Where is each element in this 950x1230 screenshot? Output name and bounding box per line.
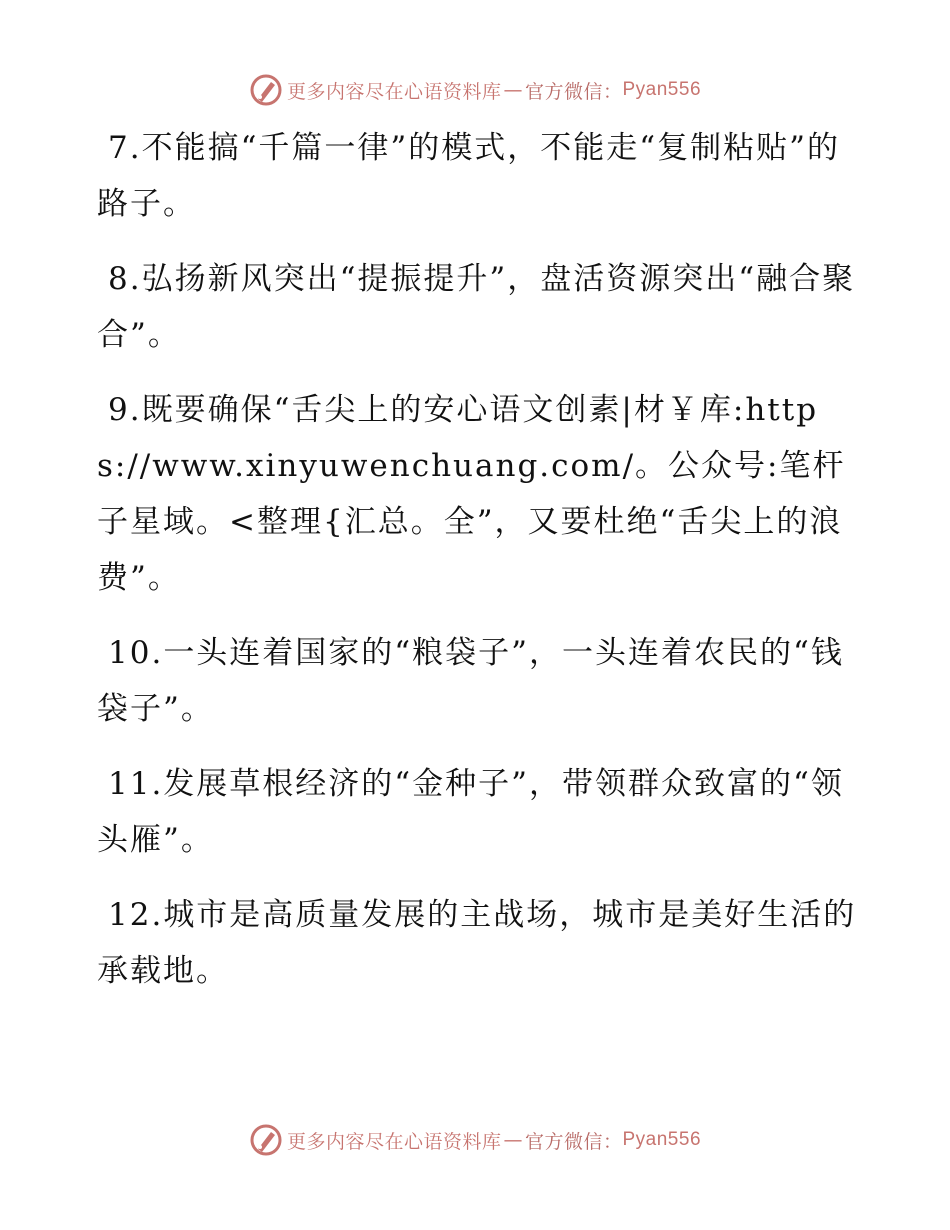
item-text: 城市是高质量发展的主战场，城市是美好生活的承载地。 — [97, 897, 857, 989]
item-text: 不能搞“千篇一律”的模式，不能走“复制粘贴”的路子。 — [97, 130, 840, 222]
document-body — [97, 120, 857, 1018]
item-text: 一头连着国家的“粮袋子”，一头连着农民的“钱袋子”。 — [97, 635, 844, 727]
list-item — [97, 120, 857, 232]
list-item — [97, 756, 857, 868]
item-text: 发展草根经济的“金种子”，带领群众致富的“领头雁”。 — [97, 766, 844, 858]
item-number: 8. — [108, 261, 142, 297]
item-number: 9. — [108, 392, 142, 428]
item-text: 弘扬新风突出“提振提升”，盘活资源突出“融合聚合”。 — [97, 261, 856, 353]
item-number: 12. — [108, 897, 164, 933]
item-text: 既要确保“舌尖上的安心语文创素|材￥库:https://www.xinyuwenchuang.com/。公众号:笔杆子星域。<整理{汇总。全”，又要杜绝“舌尖上的浪费”。 — [97, 392, 846, 596]
pen-circle-icon — [249, 73, 283, 107]
watermark-sub-text: 官方微信： — [524, 1130, 623, 1153]
watermark-handle: Pyan556 — [622, 1129, 702, 1150]
header-watermark — [0, 70, 950, 110]
list-item — [97, 382, 857, 606]
list-item — [97, 625, 857, 737]
watermark-dash: — — [503, 1129, 523, 1151]
item-number: 10. — [108, 635, 164, 671]
footer-watermark — [0, 1120, 950, 1160]
list-item — [97, 251, 857, 363]
watermark-sub-text: 官方微信： — [524, 80, 623, 103]
item-number: 11. — [108, 766, 164, 802]
watermark-dash: — — [503, 79, 523, 101]
watermark-main-text: 更多内容尽在心语资料库 — [286, 80, 502, 103]
watermark-handle: Pyan556 — [622, 79, 702, 100]
item-number: 7. — [108, 130, 142, 166]
watermark-main-text: 更多内容尽在心语资料库 — [286, 1130, 502, 1153]
list-item — [97, 887, 857, 999]
pen-circle-icon — [249, 1123, 283, 1157]
